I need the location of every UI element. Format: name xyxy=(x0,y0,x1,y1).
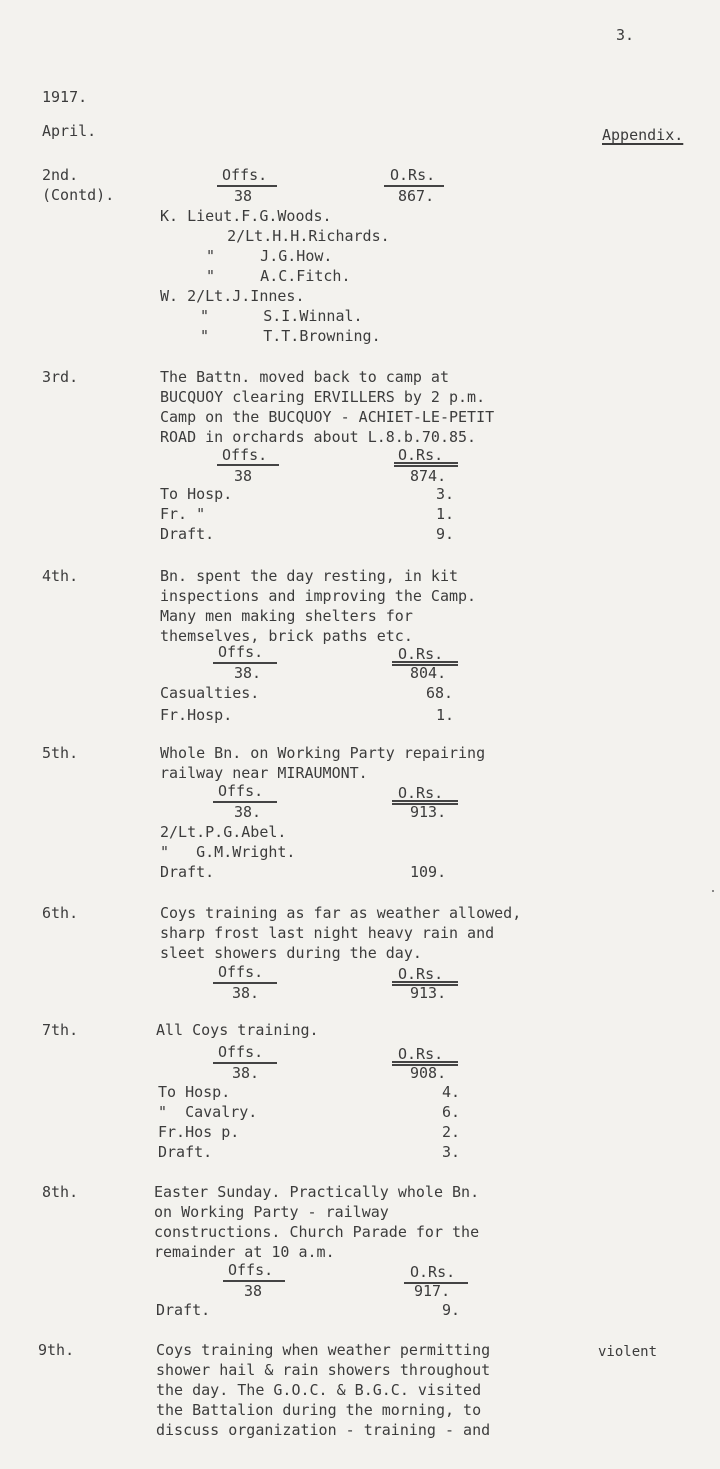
casualty-name: 2/Lt.H.H.Richards. xyxy=(200,227,390,245)
offs-value: 38 xyxy=(244,1282,263,1300)
entry-text: the day. The G.O.C. & B.G.C. visited xyxy=(156,1381,482,1399)
entry-text: remainder at 10 a.m. xyxy=(154,1243,335,1261)
row-label: Fr.Hos p. xyxy=(158,1123,240,1141)
offs-value: 38. xyxy=(234,664,262,682)
row-label: Draft. xyxy=(160,525,215,543)
entry-text: sharp frost last night heavy rain and xyxy=(160,924,495,942)
offs-rule xyxy=(217,464,279,466)
ors-header: O.Rs. xyxy=(398,784,444,802)
offs-header: Offs. xyxy=(218,963,264,981)
row-label: Fr.Hosp. xyxy=(160,706,233,724)
casualty-name: " S.I.Winnal. xyxy=(200,307,363,325)
entry-text: shower hail & rain showers throughout xyxy=(156,1361,491,1379)
ors-value: 913. xyxy=(410,803,447,821)
row-value: 3. xyxy=(442,1143,461,1161)
offs-header: Offs. xyxy=(222,166,268,184)
entry-text: Coys training when weather permitting xyxy=(156,1341,491,1359)
date-2nd-contd: (Contd). xyxy=(42,186,115,204)
ors-value: 874. xyxy=(410,467,447,485)
offs-header: Offs. xyxy=(218,782,264,800)
officer-name: 2/Lt.P.G.Abel. xyxy=(160,823,287,841)
row-label: Draft. xyxy=(158,1143,213,1161)
offs-header: Offs. xyxy=(222,446,268,464)
appendix-heading: Appendix. xyxy=(602,126,684,144)
row-label: To Hosp. xyxy=(160,485,233,503)
row-value: 1. xyxy=(436,706,455,724)
entry-text: All Coys training. xyxy=(156,1021,319,1039)
ors-value: 867. xyxy=(398,187,435,205)
page-number: 3. xyxy=(616,26,635,44)
entry-text: BUCQUOY clearing ERVILLERS by 2 p.m. xyxy=(160,388,486,406)
row-value: 4. xyxy=(442,1083,461,1101)
ors-header: O.Rs. xyxy=(398,965,444,983)
date-6th: 6th. xyxy=(42,904,79,922)
ors-value: 913. xyxy=(410,984,447,1002)
row-label: Casualties. xyxy=(160,684,260,702)
date-5th: 5th. xyxy=(42,744,79,762)
entry-text: on Working Party - railway xyxy=(154,1203,389,1221)
row-value: 109. xyxy=(410,863,447,881)
row-label: To Hosp. xyxy=(158,1083,231,1101)
row-value: 3. xyxy=(436,485,455,503)
date-8th: 8th. xyxy=(42,1183,79,1201)
offs-value: 38. xyxy=(232,1064,260,1082)
ors-header: O.Rs. xyxy=(398,1045,444,1063)
offs-value: 38 xyxy=(234,467,253,485)
entry-text: Many men making shelters for xyxy=(160,607,413,625)
offs-value: 38. xyxy=(234,803,262,821)
entry-text: The Battn. moved back to camp at xyxy=(160,368,449,386)
offs-value: 38 xyxy=(234,187,253,205)
ors-header: O.Rs. xyxy=(390,166,436,184)
casualty-name: " A.C.Fitch. xyxy=(206,267,351,285)
entry-text: Easter Sunday. Practically whole Bn. xyxy=(154,1183,480,1201)
row-label: Draft. xyxy=(160,863,215,881)
row-value: 68. xyxy=(426,684,454,702)
row-value: 6. xyxy=(442,1103,461,1121)
row-label: Fr. " xyxy=(160,505,206,523)
casualty-name: " J.G.How. xyxy=(206,247,333,265)
date-4th: 4th. xyxy=(42,567,79,585)
ors-header: O.Rs. xyxy=(398,446,444,464)
offs-header: Offs. xyxy=(218,1043,264,1061)
entry-text: sleet showers during the day. xyxy=(160,944,422,962)
margin-note: violent xyxy=(598,1344,658,1360)
officer-name: " G.M.Wright. xyxy=(160,843,296,861)
entry-text: themselves, brick paths etc. xyxy=(160,627,413,645)
row-label: Draft. xyxy=(156,1301,211,1319)
ors-header: O.Rs. xyxy=(410,1263,456,1281)
entry-text: the Battalion during the morning, to xyxy=(156,1401,482,1419)
entry-text: ROAD in orchards about L.8.b.70.85. xyxy=(160,428,477,446)
ors-header: O.Rs. xyxy=(398,645,444,663)
casualty-name: W. 2/Lt.J.Innes. xyxy=(160,287,305,305)
offs-value: 38. xyxy=(232,984,260,1002)
date-3rd: 3rd. xyxy=(42,368,79,386)
offs-header: Offs. xyxy=(218,643,264,661)
entry-text: Bn. spent the day resting, in kit xyxy=(160,567,459,585)
month-heading: April. xyxy=(42,122,97,140)
row-value: 2. xyxy=(442,1123,461,1141)
entry-text: inspections and improving the Camp. xyxy=(160,587,477,605)
entry-text: Whole Bn. on Working Party repairing xyxy=(160,744,486,762)
date-9th: 9th. xyxy=(38,1341,75,1359)
ors-value: 917. xyxy=(414,1282,451,1300)
ors-value: 804. xyxy=(410,664,447,682)
paper-speck xyxy=(712,890,714,892)
entry-text: constructions. Church Parade for the xyxy=(154,1223,480,1241)
row-value: 9. xyxy=(442,1301,461,1319)
entry-text: railway near MIRAUMONT. xyxy=(160,764,368,782)
entry-text: discuss organization - training - and xyxy=(156,1421,491,1439)
entry-text: Coys training as far as weather allowed, xyxy=(160,904,522,922)
date-2nd: 2nd. xyxy=(42,166,79,184)
ors-value: 908. xyxy=(410,1064,447,1082)
offs-header: Offs. xyxy=(228,1261,274,1279)
date-7th: 7th. xyxy=(42,1021,79,1039)
row-value: 9. xyxy=(436,525,455,543)
casualty-name: K. Lieut.F.G.Woods. xyxy=(160,207,332,225)
casualty-name: " T.T.Browning. xyxy=(200,327,381,345)
row-label: " Cavalry. xyxy=(158,1103,258,1121)
year-heading: 1917. xyxy=(42,88,88,106)
row-value: 1. xyxy=(436,505,455,523)
entry-text: Camp on the BUCQUOY - ACHIET-LE-PETIT xyxy=(160,408,495,426)
